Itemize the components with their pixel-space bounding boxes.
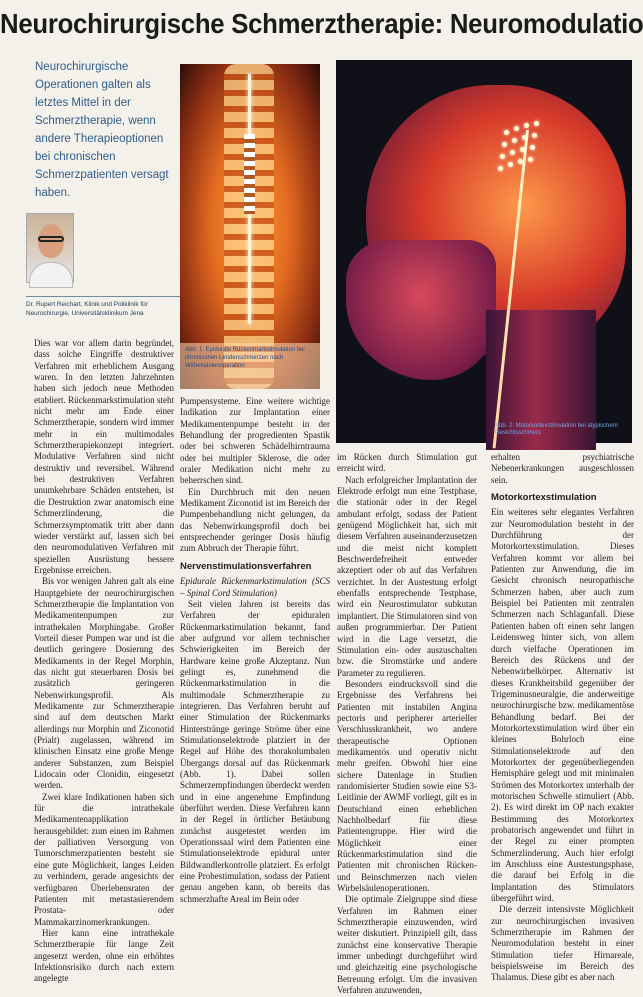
jaw-shape: [346, 240, 496, 380]
text-column-3: [337, 452, 477, 996]
electrode-dot: [524, 123, 529, 128]
intro-text: [35, 58, 170, 202]
electrode-dot: [518, 159, 523, 164]
electrode-dot: [520, 147, 525, 152]
electrode-dot: [504, 130, 509, 135]
electrode-dot: [528, 157, 533, 162]
paragraph: Zwei klare Indikationen haben sich für die intrathekale Medikamentenapplikation herausgebildet: zum einen im Rahmen der palliativen Versorgung von Tumorschmerzpatienten besteht sie eine gute Möglichkeit, langes Leiden zu verhindern, gerade angesichts der verfügbaren Überlebensraten der Patienten mit metastasierendem Prostata- oder Mammakarzinomerkrankungen.: [34, 791, 174, 927]
electrode-dot: [530, 145, 535, 150]
author-shirt: [29, 262, 73, 288]
electrode-dot: [498, 166, 503, 171]
electrode-dot: [510, 150, 515, 155]
figure2-caption: Abb. 2: Motorkortexstimulation bei atypischem Gesichtsschmerz: [495, 423, 618, 436]
paragraph: Ein weiteres sehr elegantes Verfahren zur Neuromodulation besteht in der Durchführung der Motorkortexstimulation. Dieses Verfahren kommt vor allem bei Patienten zur Anwendung, die im Gesicht chronisch neuropathische Schmerzen haben, aber auch zum Beispiel bei Patienten mit zentralen Schmerzen nach Schlaganfall. Diese Patienten haben oft einen sehr langen Leidensweg hinter sich, von allem durch vielfache Operationen im Bereich des Rückens und der Nebenwirbelkörper. Alternativ ist dieses Krankheitsbild gegenüber der Trigeminusneuralgie, die anderweitige neurochirurgische bzw. medikamentöse Behandlung bedarf. Bei der Motorkortexstimulation wird über ein kleines Bohrloch eine Stimulationselektrode auf den Motorkortex der gegenüberliegenden Hemisphäre gelegt und mit minimalen Strömen des Motorkortex unterhalb der motorischen Schwelle stimuliert (Abb. 2). Es wird direkt im OP nach exakter Bestimmung des Motorkortex probatorisch angewendet und führt in der Regel zu einer prompten Schmerzlinderung. Auch hier erfolgt im Anschluss eine Austestungsphase, die darauf bei Erfolg in die Implantation des Stimulators übergeführt wird.: [491, 507, 634, 904]
paragraph: Pumpensysteme. Eine weitere wichtige Indikation zur Implantation einer Medikamentenpumpe besteht in der Behandlung der progredienten Spastik oder bei schweren Schädelhirntrauma oder bei multipler Sklerose, die oder oraler Medikation nicht mehr zu beherrschen sind.: [180, 396, 330, 486]
paragraph: Hier kann eine intrathekale Schmerztherapie für lange Zeit angesetzt werden, ohne ein erhöhtes Infektionsrisiko durch nach extern angelegte: [34, 927, 174, 984]
paragraph: erhalten psychiatrische Nebenerkrankungen ausgeschlossen sein.: [491, 452, 634, 485]
paragraph: Die derzeit intensivste Möglichkeit zur neurochirurgischen invasiven Schmerztherapie im Rahmen der Neuromodulation besteht in einer Stimulation tiefer Hirnareale, beispielsweise im Bereich des Thalamus. Diese gibt es aber nach: [491, 904, 634, 983]
electrode-dot: [512, 138, 517, 143]
paragraph: Dies war vor allem darin begründet, dass solche Eingriffe destruktiver Verfahren mit erheblichem Ausgang waren. In den letzten Jahrzehnten haben sich jedoch neue Methoden etabliert. Rückenmarkstimulation steht nicht mehr am Ende einer Schmerztherapie, sondern wird immer mehr in ein multimodales Schmerztherapiekonzept integriert. Modulative Verfahren sind nicht destruktiv und reversibel. Während bei destruktiven Verfahren unumkehrbare Schäden entstehen, ist die Destruktion zwar anatomisch eine Schmerzlinderung, die Schmerzsymptomatik tritt aber dann wieder verstärkt auf, lassen sich bei den neuromodulativen Verfahren mit speziellen Ausrüstung bessere Ergebnisse erreichen.: [34, 338, 174, 575]
spine-xray-image: [180, 64, 320, 389]
section-heading: Motorkortexstimulation: [491, 492, 597, 504]
electrode-dot: [532, 133, 537, 138]
text-column-1: [34, 338, 174, 984]
author-caption: Dr. Rupert Reichart, Klinik und Poliklinik für Neurochirurgie, Universitätsklinikum Jena: [26, 296, 186, 318]
paragraph: Seit vielen Jahren ist bereits das Verfahren der epiduralen Rückenmarkstimulation bekannt, fand aber aufgrund vor allem technischer Schwierigkeiten im Bereich der Hardware keine große Akzeptanz. Nun gelingt es, zunehmend die Rückenmarkstimulation in die multimodale Schmerztherapie zu integrieren. Das Verfahren beruht auf einer Stimulation der Rückenmarks Hinterstränge geringe Ströme über eine Stimulationselektrode platziert in der Regel auf Höhe des thorakolumbalen Übergangs dorsal auf das Rückenmark (Abb. 1). Dabei sollen Schmerzempfindungen überdeckt werden und in eine angenehme Empfindung überführt werden. Diese Verfahren kann in der Regel in örtlicher Betäubung zunächst ausgetestet werden im Operationssaal wird dem Patienten eine Stimulationselektrode epidural unter Bildwandlerkontrolle platziert. Es erfolgt eine Probestimulation, sodass der Patient genau angeben kann, ob bereits das schmerzhafte Areal im Bein oder: [180, 598, 330, 904]
electrode-dot: [514, 126, 519, 131]
paragraph: Besonders eindrucksvoll sind die Ergebnisse des Verfahrens bei Patienten mit instabilen Angina pectoris und peripherer arterieller Verschlusskrankheit, wo andere therapeutische Optionen medikamentös und operativ nicht mehr greifen. Obwohl hier eine sichere Datenlage in Studien randomisierter Studien sowie eine S3-Leitlinie der AWMF vorliegt, gilt es in Deutschland einen erheblichen Nachholbedarf für diese Patientengruppe. Hier wird die Möglichkeit einer Rückenmarkstimulation sind die Patienten mit chronischen Rücken- und Beinschmerzen nach vielen Wirbelsäulenoperationen.: [337, 678, 477, 894]
electrode-dot: [534, 121, 539, 126]
author-glasses: [38, 236, 64, 242]
stimulation-electrode: [244, 134, 255, 214]
paragraph: Die optimale Zielgruppe sind diese Verfahren im Rahmen einer Schmerztherapie einzuwenden, wird weiter diskutiert. Prinzipiell gilt, dass zunächst eine konservative Therapie immer unbedingt durchgeführt wird und gleichzeitig eine psychologische Betreuung erfolgt. Um die invasiven Verfahren anzuwenden,: [337, 894, 477, 996]
electrode-dot: [522, 135, 527, 140]
subsection-heading: Epidurale Rückenmarkstimulation (SCS – Spinal Cord Stimulation): [180, 576, 330, 598]
intro-paragraph: Neurochirurgische Operationen galten als letztes Mittel in der Schmerztherapie, wenn andere Therapieoptionen bei chronischen Schmerzpatienten versagt haben.: [35, 61, 169, 199]
electrode-dot: [500, 154, 505, 159]
paragraph: im Rücken durch Stimulation gut erreicht wird.: [337, 452, 477, 474]
text-column-2: [180, 396, 330, 934]
author-photo: [26, 213, 74, 283]
electrode-dot: [502, 142, 507, 147]
text-column-4: [491, 452, 634, 983]
head-xray-image: [336, 60, 632, 443]
page-title: Neurochirurgische Schmerztherapie: Neuromodulatio: [0, 8, 643, 39]
paragraph: Bis vor wenigen Jahren galt als eine Hauptgebiete der neurochirurgischen Schmerztherapie die Implantation von Medikamentenpumpen zur intrathekalen Morphingabe. Großer Vorteil dieser Pumpen war und ist die deutlich geringere Dosierung des Medikaments in der Regel Morphin, das nicht gut steuerbaren Dosis bei zusätzlich geringeren Nebenwirkungsprofil. Als Medikamente zur Schmerztherapie sind auf dem deutschen Markt allerdings nur Morphin und Ziconotid (Prialt) zugelassen, während im klinischen Einsatz eine große Menge anderer Substanzen, zum Beispiel Lidocain oder Clonidin, eingesetzt werden.: [34, 576, 174, 791]
electrode-dot: [508, 162, 513, 167]
section-heading: Nervenstimulationsverfahren: [180, 560, 312, 572]
paragraph: Ein Durchbruch mit den neuen Medikament Ziconotid ist im Bereich der Pumpenbehandlung nicht gelungen, da das Nebenwirkungsprofil doch bei entsprechender geringer Dosis häufig zum Abbruch der Therapie führt.: [180, 486, 330, 554]
figure1-caption: Abb. 1: Epidurale Rückenmarkstimulation bei chronischen Lendenschmerzen nach Wirbelsäulenoperation: [180, 343, 320, 389]
paragraph: Nach erfolgreicher Implantation der Elektrode erfolgt nun eine Testphase, die stationär oder in der Regel ambulant erfolgt, sodass der Patient genügend Möglichkeit hat, sich mit diesem Verfahren auseinanderzusetzen und die meist nicht komplett Beschwerdefreiheit entweder akzeptiert oder ob auf das Verfahren verzichtet. In der Austestung erfolgt ebenfalls entsprechende Testphase, wird ein Neurostimulator subkutan implantiert. Die Stimulatoren sind von außen programmierbar. Der Patient wird in die Lage versetzt, die Stimulation ein- oder auszuschalten bzw. die Stromstärke und andere Parameter zu regulieren.: [337, 474, 477, 678]
